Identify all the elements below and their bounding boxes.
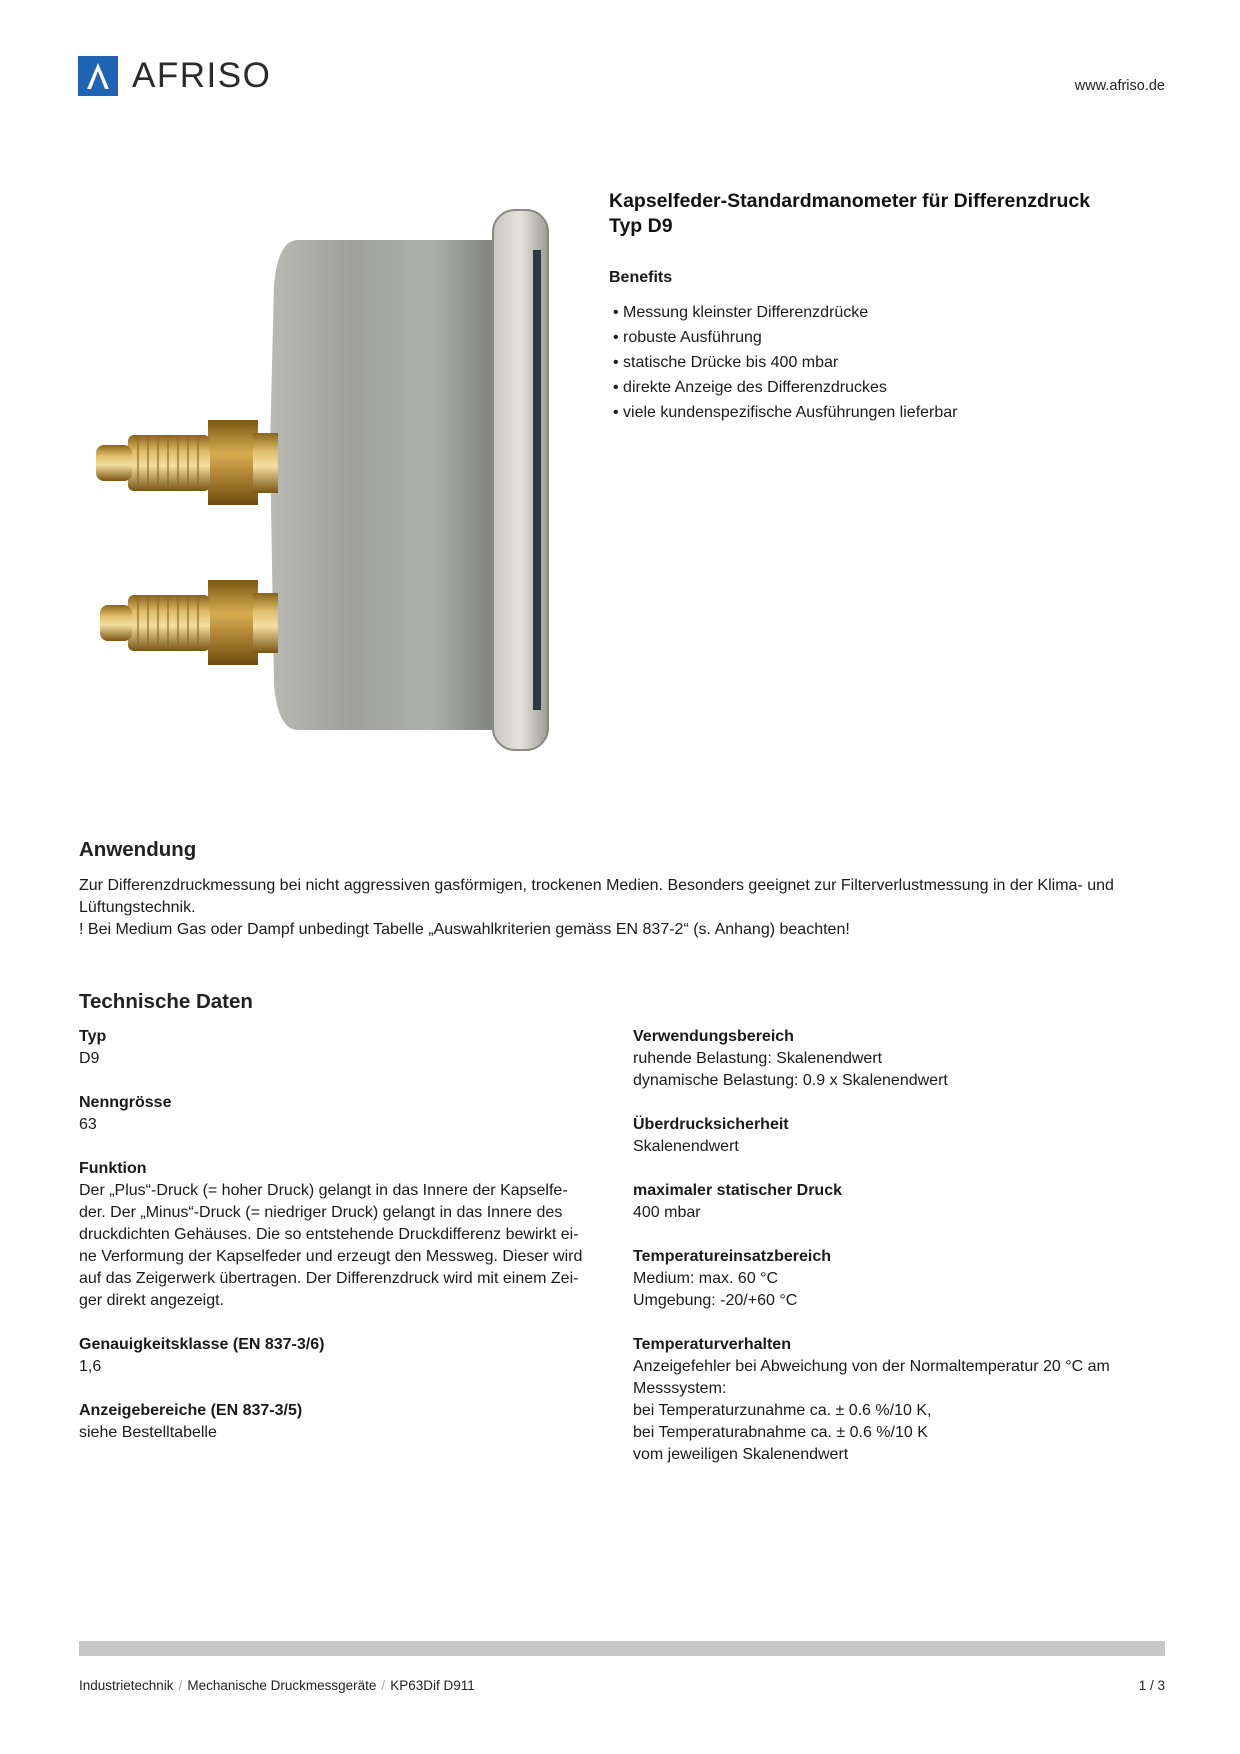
afriso-logo — [78, 55, 271, 97]
tech-field-verwendungsbereich — [633, 1026, 1173, 1092]
tech-field-ueberdrucksicherheit — [633, 1114, 1173, 1158]
tech-field-temperaturverhalten — [633, 1334, 1173, 1466]
breadcrumb-separator: / — [178, 1678, 183, 1693]
benefits-heading: Benefits — [609, 269, 673, 286]
tech-field-value: 63 — [79, 1116, 97, 1133]
tech-field-temperatureinsatzbereich — [633, 1246, 1173, 1312]
breadcrumb-separator: / — [381, 1678, 386, 1693]
benefit-item: • robuste Ausführung — [613, 325, 957, 350]
tech-field-value: 1,6 — [79, 1358, 102, 1375]
tech-data-left-column — [79, 1026, 619, 1466]
tech-field-nenngroesse — [79, 1092, 619, 1136]
benefit-item: • direkte Anzeige des Differenzdruckes — [613, 375, 957, 400]
product-image — [88, 205, 558, 760]
footer-divider-bar — [79, 1641, 1165, 1656]
tech-field-label: Nenngrösse — [79, 1094, 172, 1111]
breadcrumb-item[interactable]: Industrietechnik — [79, 1678, 174, 1693]
tech-field-label: Genauigkeitsklasse (EN 837-3/6) — [79, 1336, 325, 1353]
product-title-line1: Kapselfeder-Standardmanometer für Differenzdruck — [609, 190, 1091, 212]
tech-field-label: Überdrucksicherheit — [633, 1116, 789, 1133]
tech-field-label: Temperatureinsatzbereich — [633, 1248, 831, 1265]
benefit-item: • statische Drücke bis 400 mbar — [613, 350, 957, 375]
website-link[interactable]: www.afriso.de — [1074, 78, 1165, 94]
tech-field-value: D9 — [79, 1050, 100, 1067]
tech-field-funktion — [79, 1158, 619, 1312]
tech-field-label: Temperaturverhalten — [633, 1336, 791, 1353]
breadcrumb-item[interactable]: Mechanische Druckmessgeräte — [187, 1678, 377, 1693]
product-title-line2: Typ D9 — [609, 215, 673, 237]
tech-field-label: maximaler statischer Druck — [633, 1182, 842, 1199]
tech-field-value: siehe Bestelltabelle — [79, 1424, 217, 1441]
benefit-item: • Messung kleinster Differenzdrücke — [613, 300, 957, 325]
anwendung-text — [79, 875, 1169, 941]
tech-field-label: Anzeigebereiche (EN 837-3/5) — [79, 1402, 303, 1419]
afriso-logo-mark-icon — [78, 56, 118, 96]
tech-field-anzeigebereiche — [79, 1400, 619, 1444]
section-title-anwendung: Anwendung — [79, 838, 197, 861]
benefits-list — [613, 300, 957, 425]
anwendung-warning: ! Bei Medium Gas oder Dampf unbedingt Tabelle „Auswahlkriterien gemäss EN 837-2“ (s. Anhang) beachten! — [79, 921, 850, 938]
logo-text: AFRISO — [132, 56, 272, 95]
section-title-technische-daten: Technische Daten — [79, 990, 253, 1013]
tech-field-label: Typ — [79, 1028, 107, 1045]
tech-field-max-statischer-druck — [633, 1180, 1173, 1224]
breadcrumb — [79, 1678, 475, 1693]
tech-field-value: Anzeigefehler bei Abweichung von der Normaltemperatur 20 °C am Messsystem: bei Temperaturzunahme ca. ± 0.6 %/10 K, bei Temperaturabnahme ca. ± 0.6 %/10 K vom jeweiligen Skalenendwert — [633, 1358, 1110, 1463]
anwendung-paragraph: Zur Differenzdruckmessung bei nicht aggressiven gasförmigen, trockenen Medien. Besonders geeignet zur Filterverlustmessung in der Klima- und Lüftungstechnik. — [79, 877, 1114, 916]
tech-field-label: Verwendungsbereich — [633, 1028, 794, 1045]
tech-data-right-column — [633, 1026, 1173, 1488]
breadcrumb-item[interactable]: KP63Dif D911 — [390, 1678, 475, 1693]
page-number: 1 / 3 — [1138, 1678, 1165, 1693]
tech-field-value: Der „Plus“-Druck (= hoher Druck) gelangt in das Innere der Kapselfe- der. Der „Minus“-Druck (= niedriger Druck) gelangt in das Innere des druckdichten Gehäuses. Die so entstehende Druckdifferenz bewirkt ei- ne Verformung der Kapselfeder und erzeugt den Messweg. Dieser wird auf das Zeigerwerk übertragen. Der Differenzdruck wird mit einem Zei- ger direkt angezeigt. — [79, 1182, 583, 1309]
tech-field-genauigkeitsklasse — [79, 1334, 619, 1378]
tech-field-label: Funktion — [79, 1160, 147, 1177]
tech-field-typ — [79, 1026, 619, 1070]
tech-field-value: ruhende Belastung: Skalenendwert dynamische Belastung: 0.9 x Skalenendwert — [633, 1050, 948, 1089]
benefit-item: • viele kundenspezifische Ausführungen lieferbar — [613, 400, 957, 425]
product-title — [609, 189, 1169, 239]
tech-field-value: Skalenendwert — [633, 1138, 739, 1155]
tech-field-value: Medium: max. 60 °C Umgebung: -20/+60 °C — [633, 1270, 798, 1309]
tech-field-value: 400 mbar — [633, 1204, 701, 1221]
